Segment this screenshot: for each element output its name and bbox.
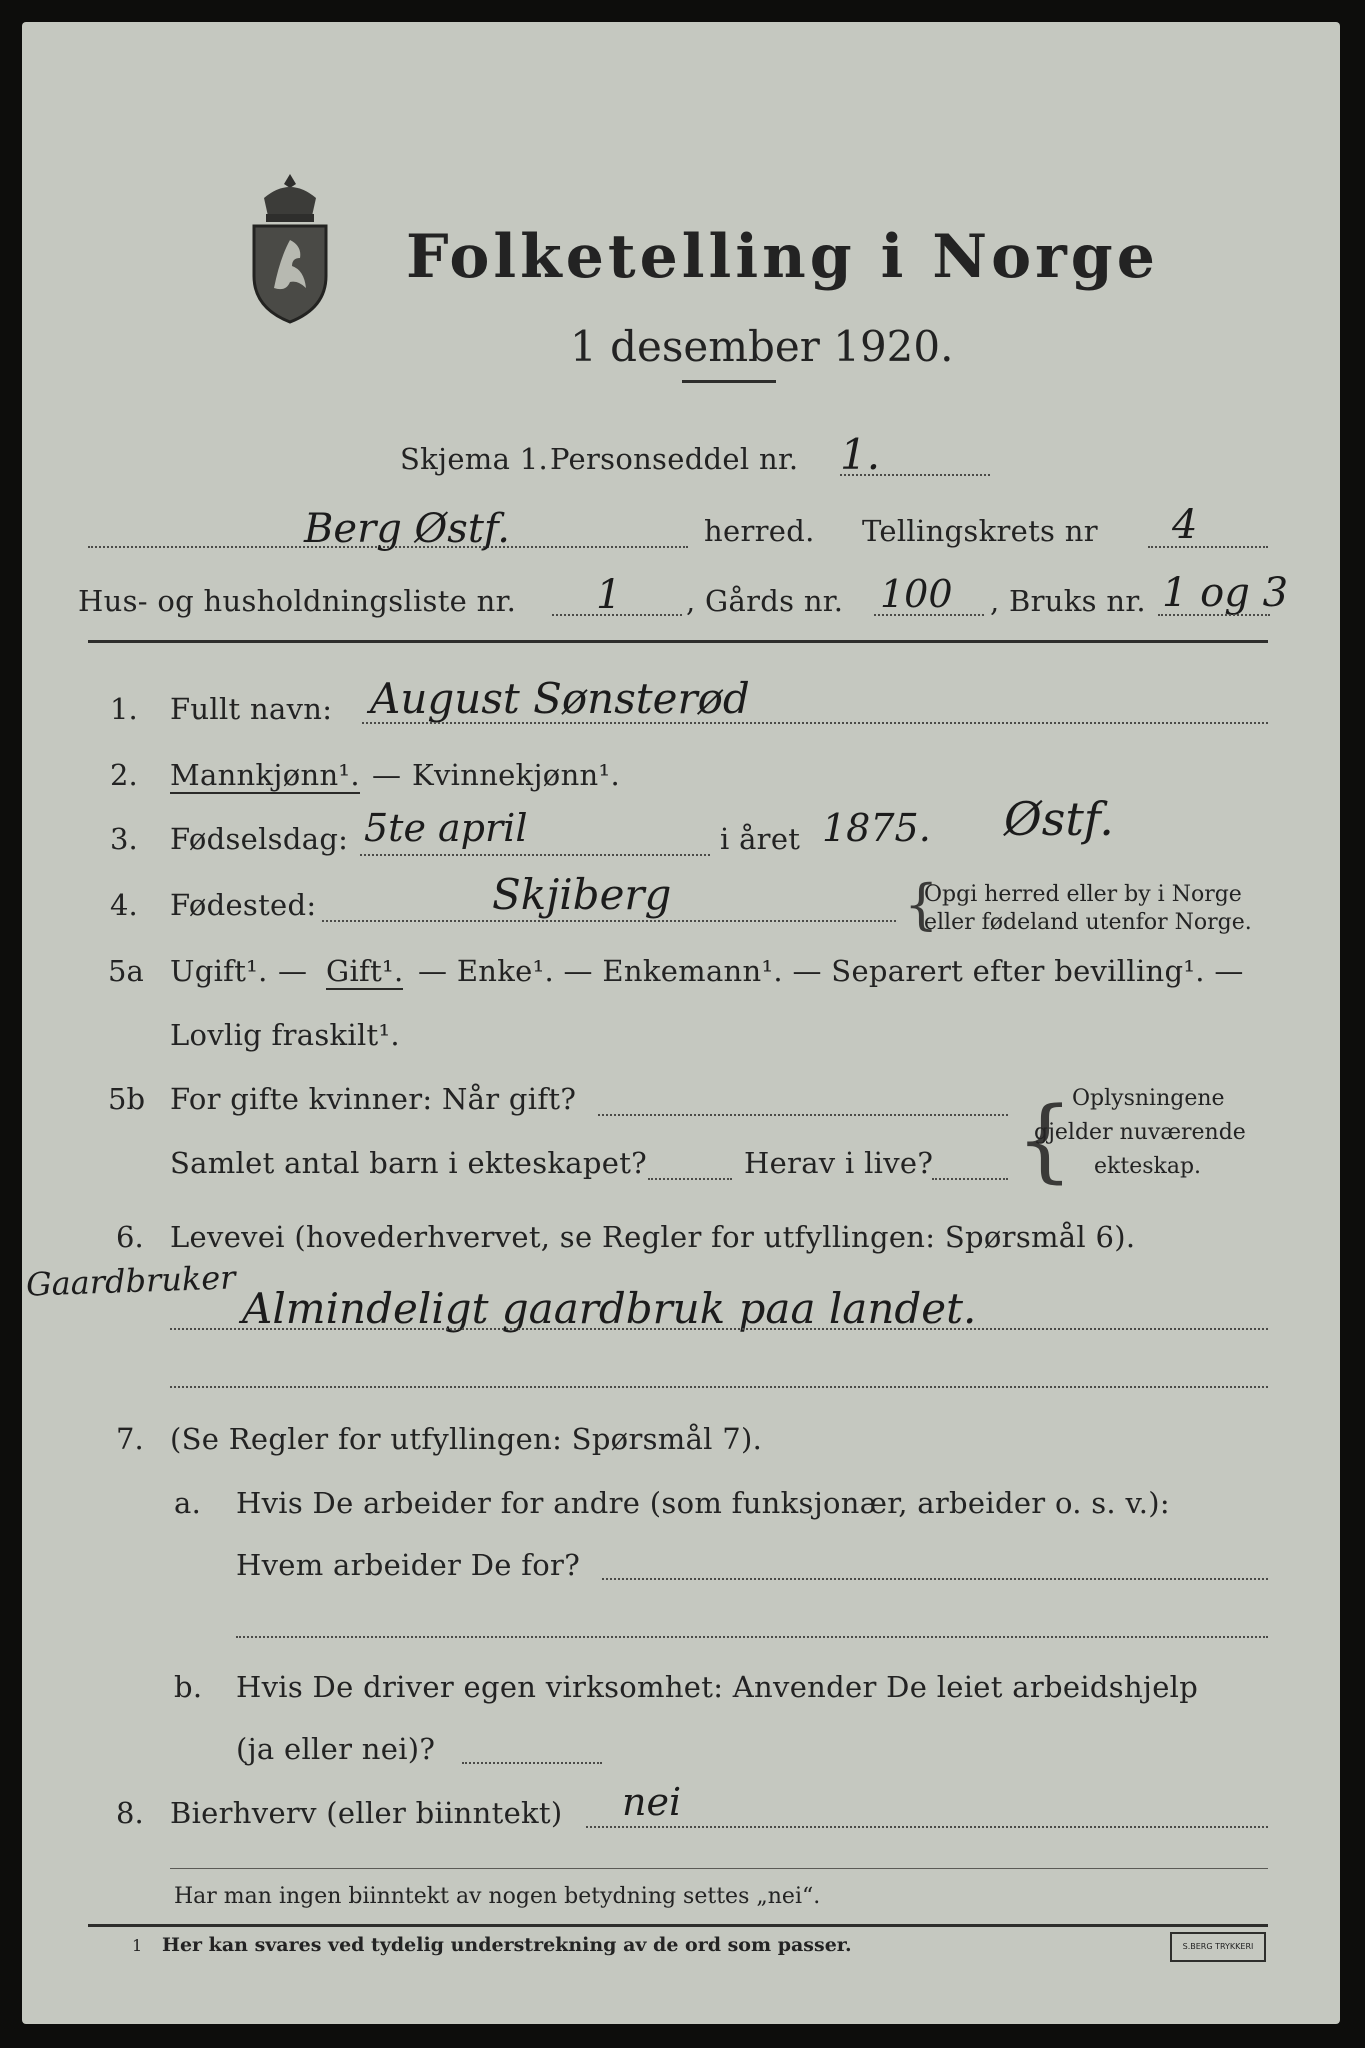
footer-note: Har man ingen biinntekt av nogen betydning settes „nei“.: [174, 1884, 821, 1909]
q1-full-name[interactable]: August Sønsterød: [370, 674, 750, 723]
census-form-sheet: [22, 22, 1340, 2024]
q4-hint-1: Opgi herred eller by i Norge: [924, 882, 1242, 907]
personseddel-value[interactable]: 1.: [840, 430, 881, 479]
q7-label: (Se Regler for utfyllingen: Spørsmål 7).: [170, 1422, 763, 1456]
q4-line: [322, 920, 896, 922]
q3-birthday[interactable]: 5te april: [364, 806, 528, 850]
footnote-text: Her kan svares ved tydelig understrekning av de ord som passer.: [162, 1934, 852, 1956]
q3-note: Østf.: [1004, 792, 1114, 846]
q1-number: 1.: [110, 692, 138, 726]
q6-line-1: [170, 1328, 1268, 1330]
q2-mannkjonn[interactable]: Mannkjønn¹.: [170, 758, 360, 792]
gards-value[interactable]: 100: [880, 572, 953, 616]
q8-value[interactable]: nei: [622, 1780, 682, 1824]
herred-value[interactable]: Berg Østf.: [304, 506, 510, 552]
q5a-gift[interactable]: Gift¹.: [326, 954, 404, 988]
q4-number: 4.: [110, 888, 138, 922]
q7b-question: (ja eller nei)?: [236, 1732, 436, 1766]
bruks-label: , Bruks nr.: [990, 584, 1146, 618]
tellingskrets-label: Tellingskrets nr: [862, 514, 1098, 548]
q5a-fraskilt[interactable]: Lovlig fraskilt¹.: [170, 1018, 400, 1052]
form-title: Folketelling i Norge: [406, 222, 1159, 292]
bruks-line: [1158, 614, 1270, 616]
q2-dash: —: [372, 758, 402, 792]
q5b-label: For gifte kvinner: Når gift?: [170, 1082, 577, 1116]
q3-year-label: i året: [720, 822, 801, 856]
footnote-number: 1: [132, 1936, 143, 1955]
q5b-note-2: gjelder nuværende: [1034, 1120, 1246, 1145]
q5b-note-1: Oplysningene: [1072, 1086, 1225, 1111]
q1-label: Fullt navn:: [170, 692, 333, 726]
q7b-letter: b.: [174, 1670, 203, 1704]
q4-label: Fødested:: [170, 888, 317, 922]
q5b-live-label: Herav i live?: [744, 1146, 934, 1180]
skjema-label: Skjema 1.: [400, 442, 548, 476]
footer-rule: [170, 1868, 1268, 1869]
q6-label: Levevei (hovederhvervet, se Regler for utfyllingen: Spørsmål 6).: [170, 1220, 1136, 1254]
q7a-label: Hvis De arbeider for andre (som funksjonær, arbeider o. s. v.):: [236, 1486, 1170, 1520]
q8-line: [586, 1826, 1268, 1828]
printer-stamp: S.BERG TRYKKERI: [1170, 1932, 1266, 1962]
q4-hint-2: eller fødeland utenfor Norge.: [924, 910, 1252, 935]
coat-of-arms-icon: [244, 168, 336, 328]
q3-year[interactable]: 1875.: [822, 806, 931, 850]
q7a-line-2: [236, 1636, 1268, 1638]
q2-number: 2.: [110, 758, 138, 792]
q5b-live-line: [932, 1178, 1008, 1180]
q3-label: Fødselsdag:: [170, 822, 349, 856]
q6-number: 6.: [116, 1220, 144, 1254]
q6-margin-note: Gaardbruker: [25, 1258, 237, 1304]
q5b-number: 5b: [108, 1082, 146, 1116]
q7-number: 7.: [116, 1422, 144, 1456]
hus-line: [552, 614, 682, 616]
tellingskrets-line: [1148, 546, 1268, 548]
q7a-letter: a.: [174, 1486, 202, 1520]
section-divider: [88, 640, 1268, 643]
q5b-barn-line: [648, 1178, 732, 1180]
q7a-line-1: [602, 1578, 1268, 1580]
q7a-question: Hvem arbeider De for?: [236, 1548, 581, 1582]
census-date: 1 desember 1920.: [570, 322, 954, 371]
gards-line: [874, 614, 984, 616]
q5a-number: 5a: [108, 954, 144, 988]
q1-line: [362, 722, 1268, 724]
title-rule: [682, 380, 776, 383]
hus-value[interactable]: 1: [596, 572, 622, 618]
q3-line: [360, 854, 710, 856]
q5b-gift-line: [598, 1114, 1008, 1116]
q3-number: 3.: [110, 822, 138, 856]
q7b-line: [462, 1762, 602, 1764]
q5a-ugift[interactable]: Ugift¹.: [170, 954, 268, 988]
q6-line-2: [170, 1386, 1268, 1388]
footnote-divider: [88, 1924, 1268, 1927]
tellingskrets-value[interactable]: 4: [1172, 502, 1198, 548]
personseddel-label: Personseddel nr.: [550, 442, 799, 476]
bruks-value[interactable]: 1 og 3: [1162, 570, 1289, 616]
q4-brace: {: [904, 873, 939, 936]
q8-label: Bierhverv (eller biinntekt): [170, 1796, 563, 1830]
personseddel-line: [840, 474, 990, 476]
q5b-barn-label: Samlet antal barn i ekteskapet?: [170, 1146, 647, 1180]
q6-occupation[interactable]: Almindeligt gaardbruk paa landet.: [242, 1284, 977, 1333]
q5a-other-options[interactable]: — Enke¹. — Enkemann¹. — Separert efter bevilling¹. —: [418, 954, 1244, 988]
q2-kvinnekjonn[interactable]: Kvinnekjønn¹.: [412, 758, 620, 792]
q4-birthplace[interactable]: Skjiberg: [492, 870, 672, 919]
hus-label: Hus- og husholdningsliste nr.: [78, 584, 517, 618]
herred-label: herred.: [704, 514, 815, 548]
q7b-label: Hvis De driver egen virksomhet: Anvender De leiet arbeidshjelp: [236, 1670, 1199, 1704]
gards-label: , Gårds nr.: [686, 584, 844, 618]
q5b-note-3: ekteskap.: [1094, 1154, 1202, 1179]
q5a-dash: —: [278, 954, 308, 988]
q8-number: 8.: [116, 1796, 144, 1830]
q5b-brace: {: [1016, 1088, 1074, 1193]
